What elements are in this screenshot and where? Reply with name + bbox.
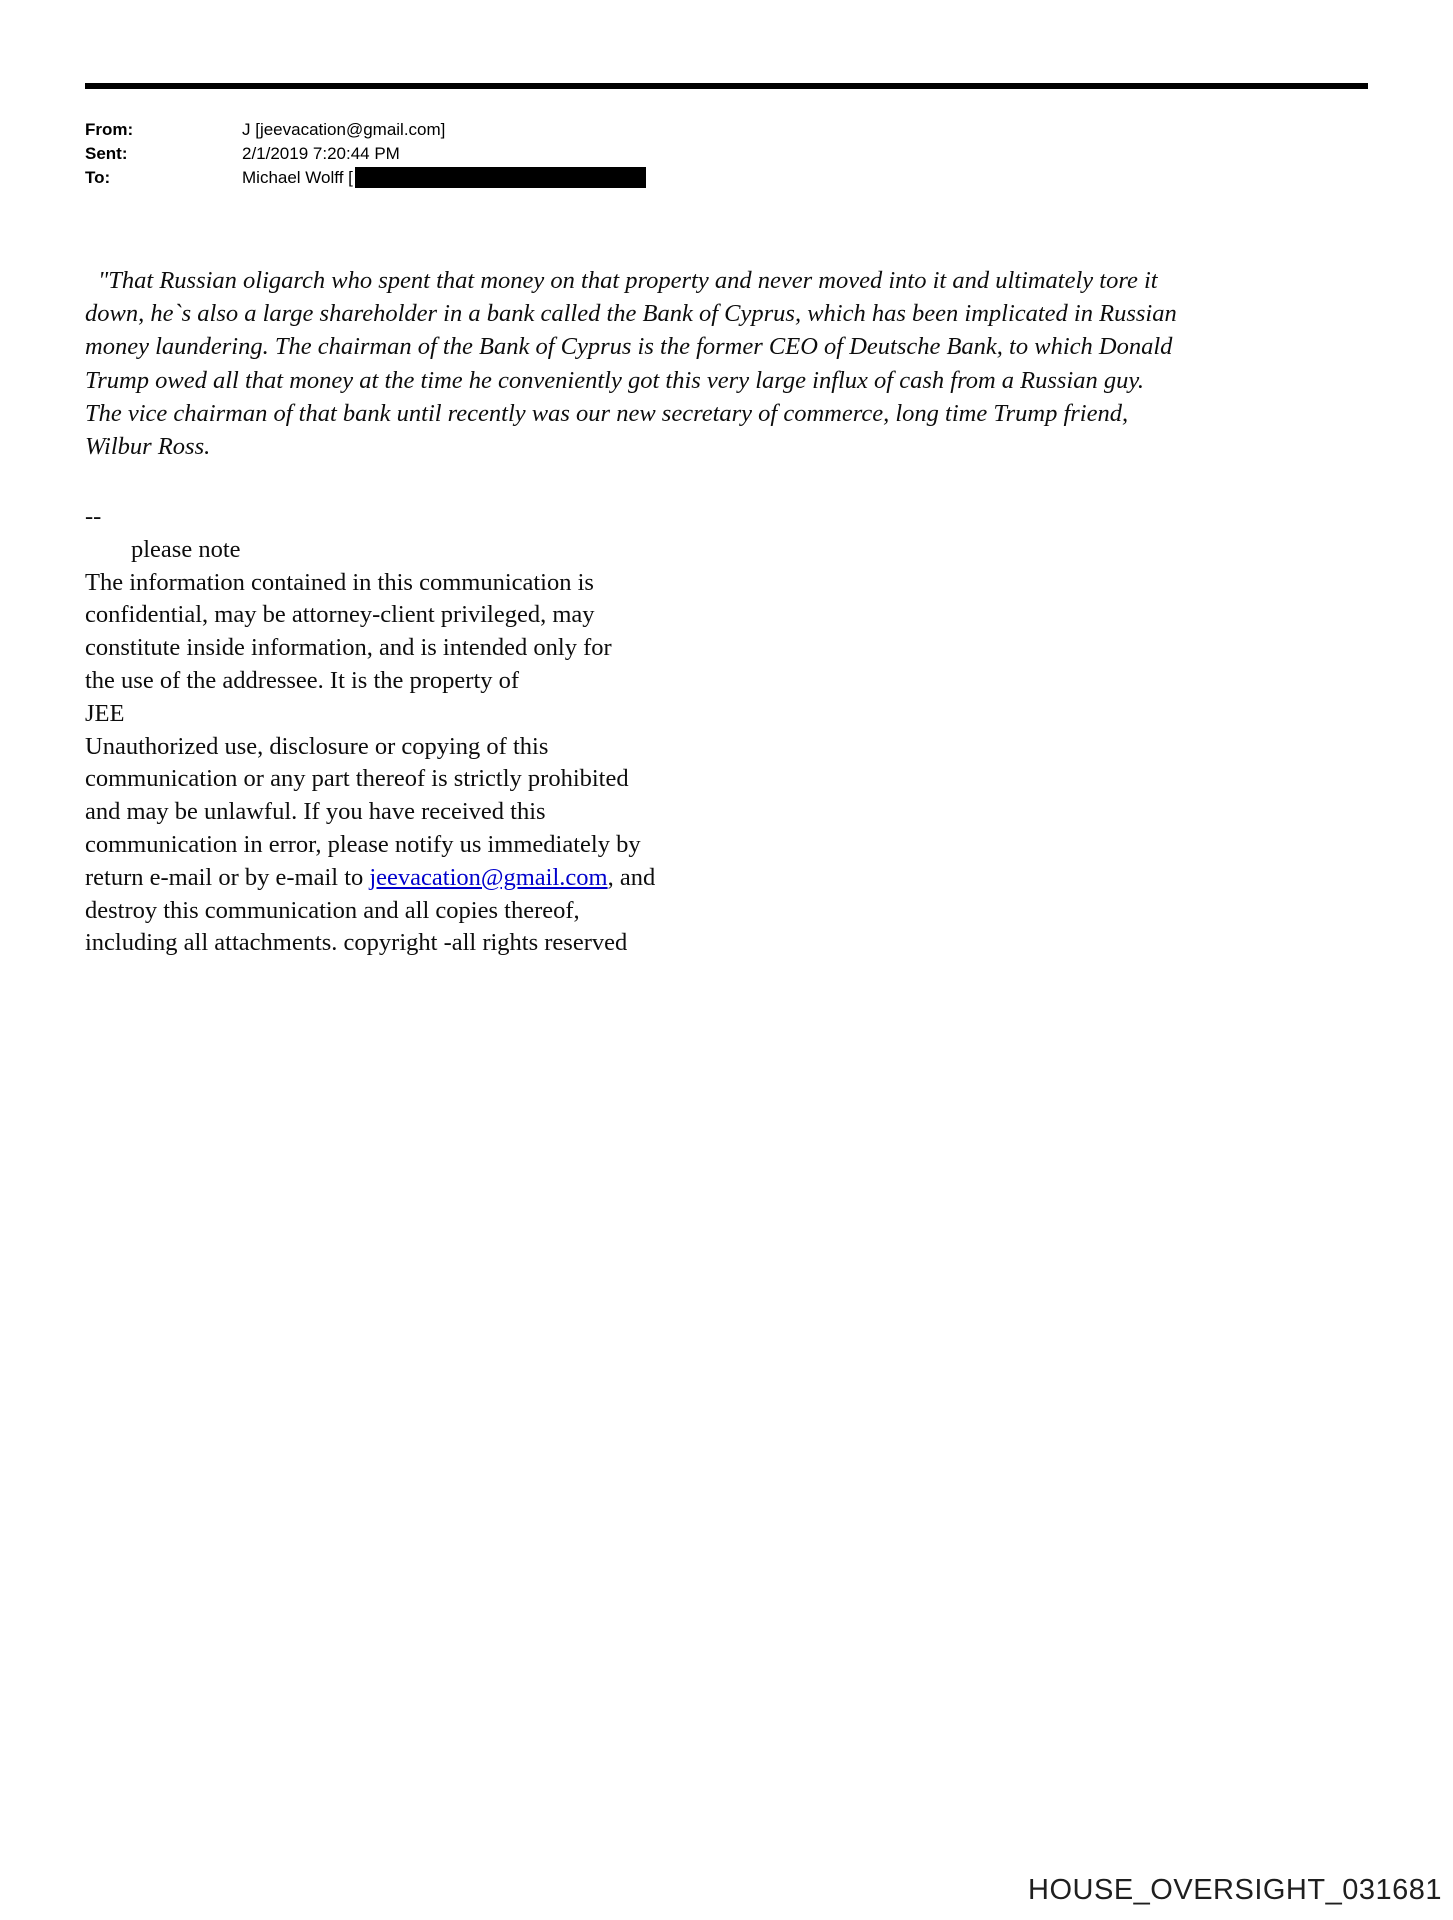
header-row-sent	[85, 142, 646, 166]
quote-line: down, he`s also a large shareholder in a bank called the Bank of Cyprus, which has been implicated in Russian	[85, 300, 1177, 328]
header-row-from	[85, 118, 646, 142]
from-value: J [jeevacation@gmail.com]	[242, 120, 446, 139]
bates-number: HOUSE_OVERSIGHT_031681	[1028, 1874, 1442, 1906]
email-line-suffix: , and	[607, 863, 656, 891]
from-label: From:	[85, 120, 134, 139]
disclaimer-line: destroy this communication and all copies thereof,	[85, 896, 580, 924]
quote-line: Trump owed all that money at the time he conveniently got this very large influx of cash from a Russian guy.	[85, 366, 1145, 394]
to-label: To:	[85, 168, 111, 187]
signature-separator: --	[85, 503, 102, 530]
disclaimer-line: the use of the addressee. It is the property of	[85, 666, 520, 694]
disclaimer-line: The information contained in this communication is	[85, 568, 594, 596]
quote-line: The vice chairman of that bank until recently was our new secretary of commerce, long time Trump friend,	[85, 399, 1129, 427]
quote-line: money laundering. The chairman of the Bank of Cyprus is the former CEO of Deutsche Bank, to which Donald	[85, 333, 1173, 361]
disclaimer-line: communication in error, please notify us immediately by	[85, 830, 641, 858]
disclaimer-email-line	[85, 862, 785, 895]
disclaimer-line: confidential, may be attorney-client privileged, may	[85, 601, 595, 629]
disclaimer-line: Unauthorized use, disclosure or copying of this	[85, 732, 549, 760]
to-value: Michael Wolff [	[242, 168, 353, 187]
quote-line: Wilbur Ross.	[85, 433, 211, 461]
sent-value: 2/1/2019 7:20:44 PM	[242, 144, 400, 163]
header-row-to	[85, 166, 646, 190]
disclaimer-line: and may be unlawful. If you have received this	[85, 798, 546, 826]
disclaimer-line: JEE	[85, 699, 125, 727]
please-note-label: please note	[131, 535, 241, 563]
email-body-quote	[85, 264, 1405, 463]
disclaimer-line: communication or any part thereof is strictly prohibited	[85, 765, 629, 793]
signature-disclaimer-block	[85, 501, 785, 960]
redaction-bar	[355, 167, 646, 188]
sent-label: Sent:	[85, 144, 128, 163]
email-header	[85, 118, 646, 190]
header-divider-rule	[85, 83, 1368, 89]
email-line-prefix: return e-mail or by e-mail to	[85, 863, 370, 891]
quote-line: "That Russian oligarch who spent that money on that property and never moved into it and ultimately tore it	[98, 267, 1158, 294]
jeevacation-email-link[interactable]: jeevacation@gmail.com	[369, 863, 608, 891]
disclaimer-line: constitute inside information, and is intended only for	[85, 634, 612, 662]
disclaimer-line: including all attachments. copyright -all rights reserved	[85, 929, 628, 957]
